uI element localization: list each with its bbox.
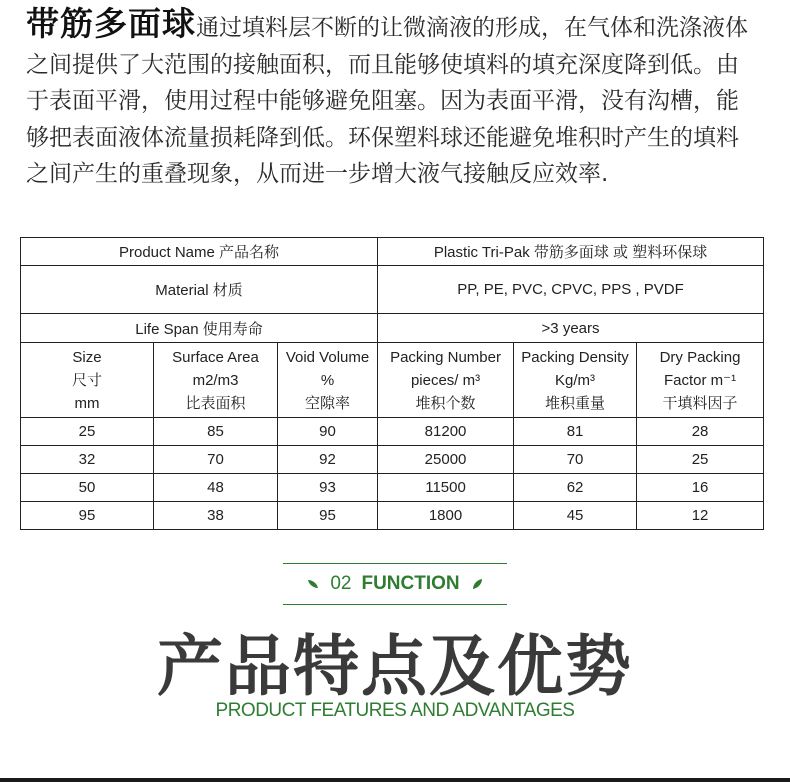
table-cell: 81200 (378, 418, 514, 446)
spec-table (20, 237, 764, 530)
table-cell: 95 (278, 502, 378, 530)
table-cell: 12 (637, 502, 764, 530)
table-cell: 62 (514, 474, 637, 502)
product-name-label: Product Name 产品名称 (21, 238, 378, 266)
section-number: 02 (330, 573, 352, 594)
table-cell: 11500 (378, 474, 514, 502)
material-value: PP, PE, PVC, CPVC, PPS , PVDF (378, 266, 764, 314)
column-header: Dry Packing Factor m⁻¹ 干填料因子 (637, 343, 764, 418)
intro-text: 通过填料层不断的让微滴液的形成，在气体和洗涤液体之间提供了大范围的接触面积，而且能够使填料的填充深度降到低。由于表面平滑，使用过程中能够避免阻塞。因为表面平滑，没有沟槽，能够把表面液体流量损耗降到低。环保塑料球还能避免堆积时产生的填料之间产生的重叠现象，从而进一步增大液气接触反应效率. (26, 15, 748, 187)
table-cell: 25 (637, 446, 764, 474)
table-cell: 81 (514, 418, 637, 446)
column-header: Packing Number pieces/ m³ 堆积个数 (378, 343, 514, 418)
table-cell: 92 (278, 446, 378, 474)
table-cell: 85 (154, 418, 278, 446)
column-header: Packing Density Kg/m³ 堆积重量 (514, 343, 637, 418)
table-cell: 93 (278, 474, 378, 502)
section-title: 产品特点及优势 (157, 628, 633, 705)
table-cell: 25 (21, 418, 154, 446)
table-cell: 50 (21, 474, 154, 502)
table-cell: 48 (154, 474, 278, 502)
table-cell: 70 (514, 446, 637, 474)
column-header: Void Volume % 空隙率 (278, 343, 378, 418)
leaf-icon-left (306, 577, 320, 591)
product-name-value: Plastic Tri-Pak 带筋多面球 或 塑料环保球 (378, 238, 764, 266)
life-span-value: >3 years (378, 314, 764, 343)
section-subtitle: PRODUCT FEATURES AND ADVANTAGES (215, 700, 575, 721)
intro-paragraph (26, 6, 756, 193)
table-cell: 1800 (378, 502, 514, 530)
section-word: FUNCTION (361, 573, 460, 594)
table-header-row (21, 343, 764, 418)
table-row (21, 266, 764, 314)
divider (0, 778, 790, 782)
table-cell: 45 (514, 502, 637, 530)
table-cell: 16 (637, 474, 764, 502)
table-cell: 25000 (378, 446, 514, 474)
table-cell: 95 (21, 502, 154, 530)
table-row (21, 418, 764, 446)
table-row (21, 474, 764, 502)
table-cell: 38 (154, 502, 278, 530)
column-header: Size 尺寸 mm (21, 343, 154, 418)
table-row (21, 446, 764, 474)
table-cell: 90 (278, 418, 378, 446)
table-cell: 32 (21, 446, 154, 474)
table-row (21, 238, 764, 266)
material-label: Material 材质 (21, 266, 378, 314)
table-cell: 70 (154, 446, 278, 474)
column-header: Surface Area m2/m3 比表面积 (154, 343, 278, 418)
life-span-label: Life Span 使用寿命 (21, 314, 378, 343)
leaf-icon-right (470, 577, 484, 591)
table-cell: 28 (637, 418, 764, 446)
function-section-label (283, 563, 507, 605)
table-row (21, 314, 764, 343)
table-row (21, 502, 764, 530)
intro-lead: 带筋多面球 (26, 4, 196, 43)
